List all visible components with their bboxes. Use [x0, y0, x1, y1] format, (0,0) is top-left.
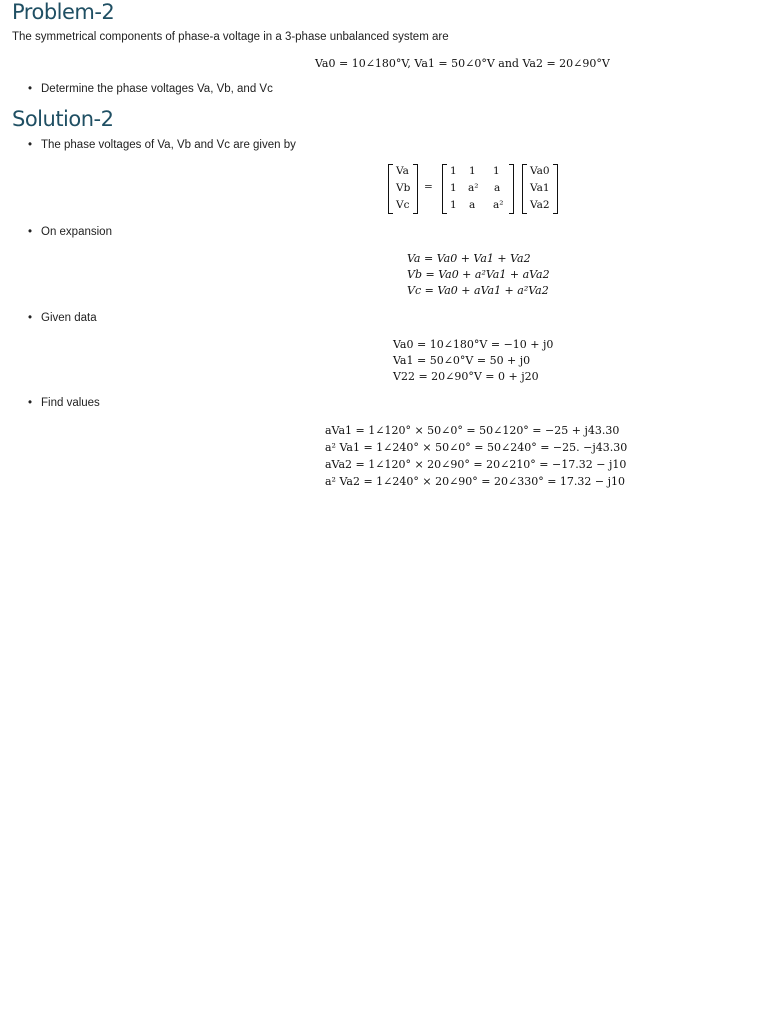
- matrix-cell: a: [494, 182, 501, 194]
- given-data-equations: [393, 337, 553, 385]
- solution-bullet-2: [28, 226, 112, 238]
- solution-heading: Solution-2: [12, 107, 114, 131]
- equation-line: Vc = Va0 + aVa1 + a²Va2: [407, 284, 549, 297]
- task-text: Determine the phase voltages Va, Vb, and Vc: [41, 83, 273, 95]
- matrix-lhs: [388, 164, 418, 214]
- value-equations: [325, 422, 627, 490]
- matrix-cell: Va: [396, 165, 409, 177]
- problem-heading: Problem-2: [12, 0, 115, 24]
- matrix-cell: Va0: [530, 165, 550, 177]
- bracket-right: [413, 164, 418, 214]
- matrix-cell: a²: [493, 199, 504, 211]
- solution-bullet-2-text: On expansion: [41, 226, 112, 238]
- equation-line: Va0 = 10∠180°V = −10 + j0: [393, 338, 554, 351]
- equation-line: aVa2 = 1∠120° × 20∠90° = 20∠210° = −17.32 − j10: [325, 458, 627, 471]
- equation-line: Va1 = 50∠0°V = 50 + j0: [393, 354, 531, 367]
- matrix-cell: 1: [469, 165, 476, 177]
- matrix-cell: 1: [450, 182, 457, 194]
- task-bullet: [28, 83, 273, 95]
- matrix-cell: a: [469, 199, 476, 211]
- equation-line: Vb = Va0 + a²Va1 + aVa2: [407, 268, 550, 281]
- expansion-equations: [407, 251, 550, 299]
- bracket-right: [509, 164, 514, 214]
- bracket-left: [522, 164, 527, 214]
- bracket-right: [553, 164, 558, 214]
- equation-line: V22 = 20∠90°V = 0 + j20: [393, 370, 539, 383]
- matrix-cell: Vb: [396, 182, 411, 194]
- equation-line: a² Va2 = 1∠240° × 20∠90° = 20∠330° = 17.32 − j10: [325, 475, 626, 488]
- equation-line: aVa1 = 1∠120° × 50∠0° = 50∠120° = −25 + j43.30: [325, 424, 620, 437]
- matrix-rhs: [522, 164, 558, 214]
- solution-bullet-1: [28, 139, 296, 151]
- matrix-transform: [442, 164, 514, 214]
- matrix-cell: Va1: [530, 182, 550, 194]
- given-voltages-line: [315, 57, 610, 70]
- bracket-left: [388, 164, 393, 214]
- solution-bullet-4-text: Find values: [41, 397, 100, 409]
- given-voltages-text: Va0 = 10∠180°V, Va1 = 50∠0°V and Va2 = 20∠90°V: [315, 57, 610, 70]
- matrix-cell: 1: [493, 165, 500, 177]
- matrix-cell: 1: [450, 165, 457, 177]
- solution-bullet-3-text: Given data: [41, 312, 97, 324]
- equation-line: Va = Va0 + Va1 + Va2: [407, 252, 531, 265]
- matrix-cell: Va2: [530, 199, 550, 211]
- matrix-cell: 1: [450, 199, 457, 211]
- equals-sign: =: [424, 181, 433, 193]
- solution-bullet-4: [28, 397, 100, 409]
- matrix-cell: Vc: [396, 199, 410, 211]
- matrix-cell: a²: [468, 182, 479, 194]
- problem-statement: The symmetrical components of phase-a voltage in a 3-phase unbalanced system are: [12, 31, 449, 43]
- bracket-left: [442, 164, 447, 214]
- solution-bullet-1-text: The phase voltages of Va, Vb and Vc are given by: [41, 139, 296, 151]
- solution-bullet-3: [28, 312, 97, 324]
- equation-line: a² Va1 = 1∠240° × 50∠0° = 50∠240° = −25. −j43.30: [325, 441, 628, 454]
